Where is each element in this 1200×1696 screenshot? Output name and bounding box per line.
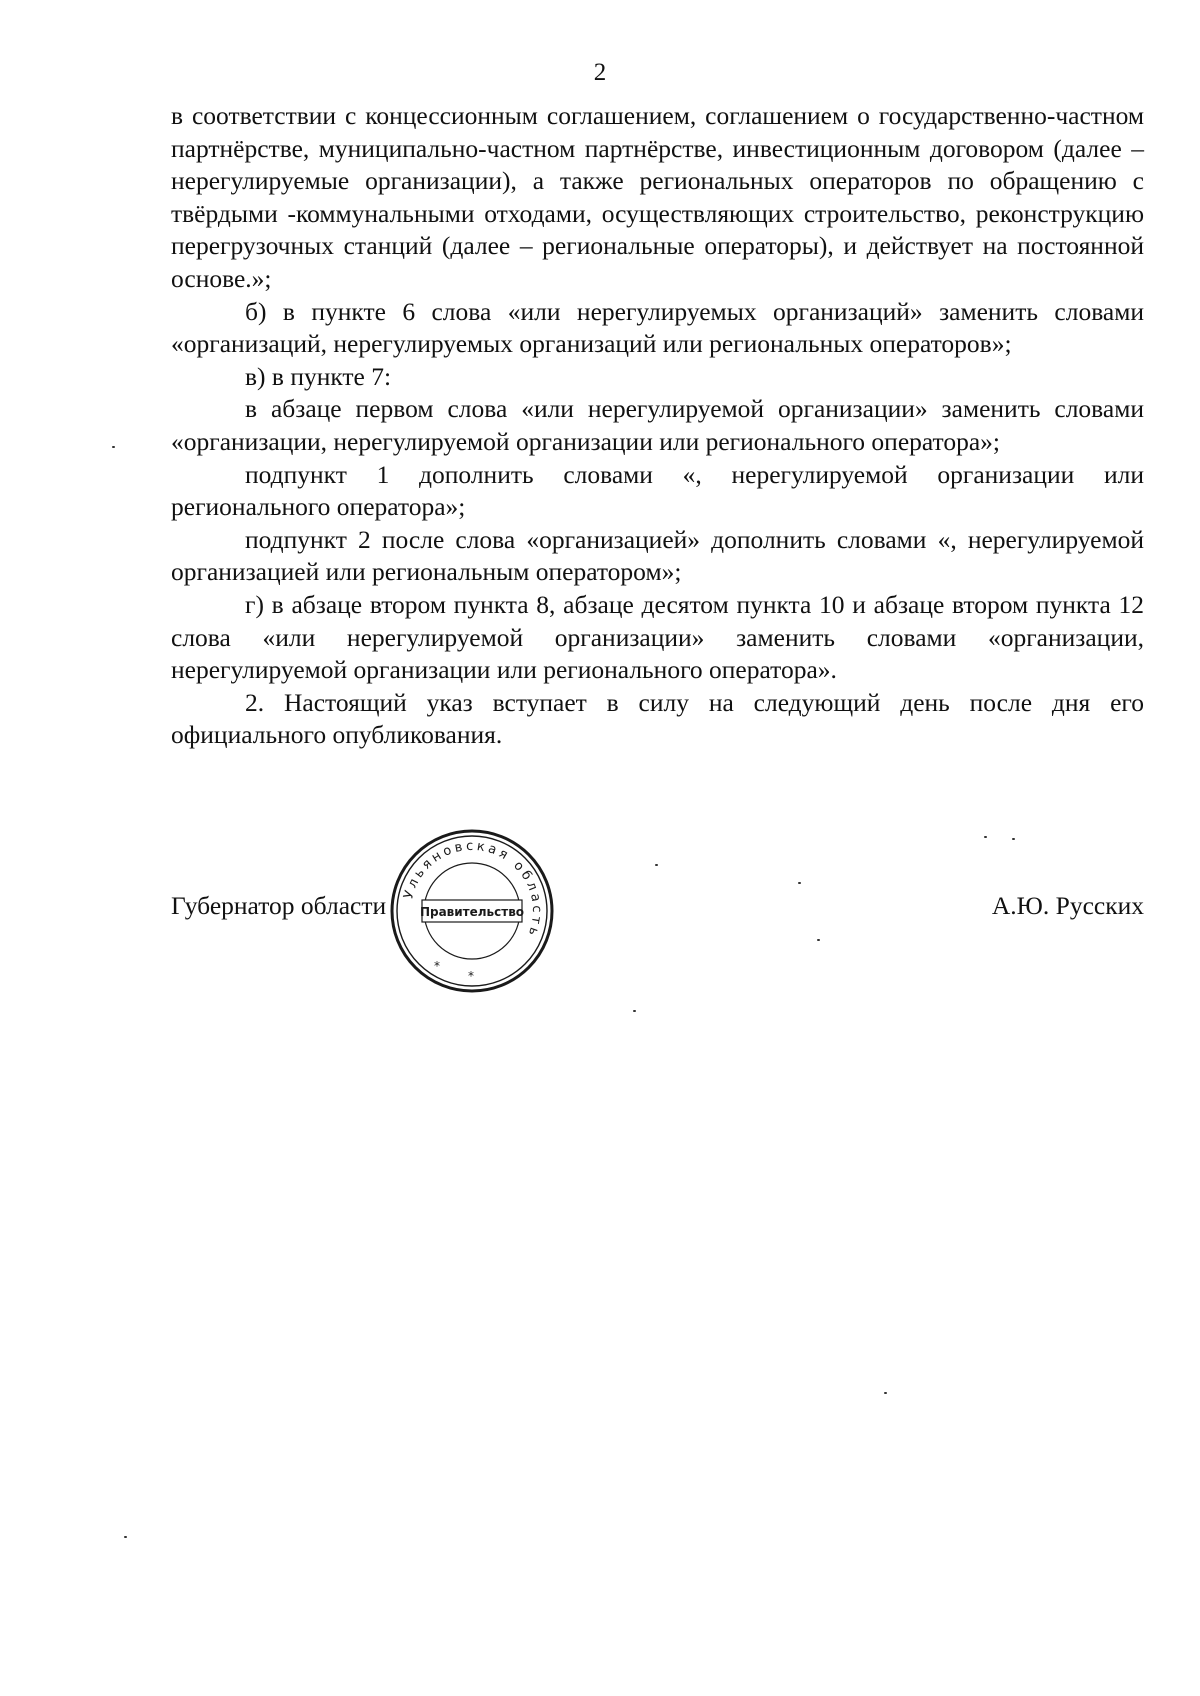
scan-speck bbox=[124, 1536, 127, 1538]
paragraph-point-2: 2. Настоящий указ вступает в силу на следующий день после дня его официального опубликования. bbox=[171, 687, 1144, 750]
scan-speck bbox=[798, 882, 801, 884]
svg-text:*: * bbox=[468, 969, 474, 983]
scan-speck bbox=[655, 864, 658, 866]
document-body bbox=[171, 100, 1144, 752]
paragraph-item-g: г) в абзаце втором пункта 8, абзаце десятом пункта 10 и абзаце втором пункта 12 слова «или нерегулируемой организации» заменить словами «организации, нерегулируемой организации или регионального оператора». bbox=[171, 589, 1144, 685]
scan-speck bbox=[984, 836, 987, 838]
paragraph-item-v-subpoint-1: подпункт 1 дополнить словами «, нерегулируемой организации или регионального оператора»; bbox=[171, 459, 1144, 522]
scan-speck bbox=[633, 1010, 636, 1012]
seal-outer-text: Ульяновская область bbox=[401, 838, 545, 941]
page-number: 2 bbox=[593, 59, 607, 86]
seal-center-text: Правительство bbox=[419, 905, 525, 919]
paragraph-item-b: б) в пункте 6 слова «или нерегулируемых организаций» заменить словами «организаций, нерегулируемых организаций или региональных операторов»; bbox=[171, 296, 1144, 359]
official-seal-icon bbox=[389, 828, 555, 994]
paragraph-item-v-first-abzac: в абзаце первом слова «или нерегулируемой организации» заменить словами «организации, нерегулируемой организации или регионального оператора»; bbox=[171, 394, 1144, 456]
paragraph-continuation: в соответствии с концессионным соглашением, соглашением о государственно-частном партнёрстве, муниципально-частном партнёрстве, инвестиционным договором (далее – нерегулируемые организации), а также региональных операторов по обращению с твёрдыми -коммунальными отходами, осуществляющих строительство, реконструкцию перегрузочных станций (далее – региональные операторы), и действует на постоянной основе.»; bbox=[171, 101, 1144, 293]
scan-speck bbox=[884, 1392, 887, 1394]
paragraph-item-v: в) в пункте 7: bbox=[245, 361, 392, 391]
scan-speck bbox=[1012, 838, 1015, 840]
scan-speck bbox=[817, 939, 820, 941]
svg-text:*: * bbox=[434, 959, 440, 973]
signer-title: Губернатор области bbox=[171, 891, 387, 920]
signature-block bbox=[171, 886, 1144, 926]
signer-name: А.Ю. Русских bbox=[991, 891, 1144, 920]
paragraph-item-v-subpoint-2: подпункт 2 после слова «организацией» дополнить словами «, нерегулируемой организацией или региональным оператором»; bbox=[171, 524, 1144, 587]
scan-speck bbox=[112, 446, 115, 448]
